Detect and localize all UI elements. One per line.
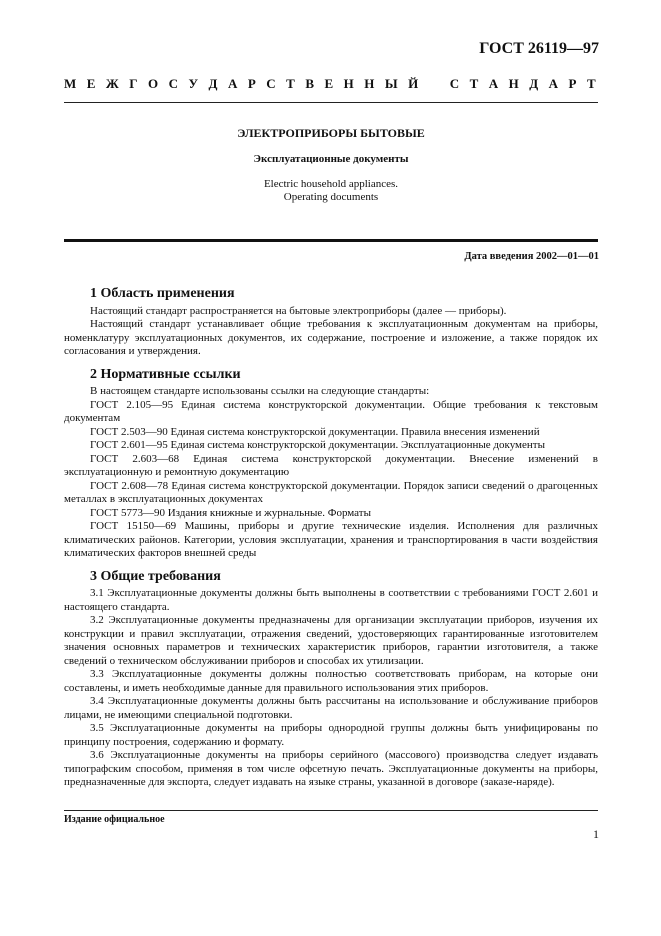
section xyxy=(64,287,598,359)
paragraph: 3.4 Эксплуатационные документы должны быть рассчитаны на использование и обслуживание приборов лицами, не имеющими специальной подготовки. xyxy=(64,695,598,721)
document-subtitle: Эксплуатационные документы xyxy=(253,153,409,165)
banner-letter: С xyxy=(449,76,460,91)
document-code: ГОСТ 26119—97 xyxy=(479,40,599,57)
paragraph: Настоящий стандарт распространяется на бытовые электроприборы (далее — приборы). xyxy=(90,304,507,317)
official-edition-note: Издание официальное xyxy=(64,810,598,825)
paragraph: 3.2 Эксплуатационные документы предназначены для организации эксплуатации приборов, изучения их конструкции и правил эксплуатации, отражения сведений, удостоверяющих гарантированные изготовителем значения основных параметров и технических характеристик приборов, гарантии изготовителя, а также сведений о техническом обслуживании приборов и способах их утилизации. xyxy=(64,614,598,667)
paragraph: ГОСТ 15150—69 Машины, приборы и другие технические изделия. Исполнения для различных климатических районов. Категории, условия эксплуатации, хранения и транспортирования в части воздействия климатических факторов внешней среды xyxy=(64,520,598,559)
paragraph: ГОСТ 2.601—95 Единая система конструкторской документации. Эксплуатационные документы xyxy=(90,439,545,451)
section xyxy=(64,368,598,561)
banner-letter: Д xyxy=(529,76,539,91)
banner-letter: Н xyxy=(343,76,354,91)
banner-letter: М xyxy=(64,76,77,91)
page-number: 1 xyxy=(593,827,599,841)
banner-letter: А xyxy=(488,76,499,91)
paragraph: 3.5 Эксплуатационные документы на приборы однородной группы должны быть унифицированы по принципу построения, содержанию и формату. xyxy=(64,722,598,748)
banner-letter: Е xyxy=(324,76,334,91)
banner-letter: Т xyxy=(586,76,596,91)
banner-letter: Р xyxy=(247,76,256,91)
english-title xyxy=(64,178,598,204)
introduction-date: Дата введения 2002—01—01 xyxy=(464,251,599,262)
paragraph: ГОСТ 2.105—95 Единая система конструкторской документации. Общие требования к текстовым документам xyxy=(64,398,598,424)
paragraph: Настоящий стандарт устанавливает общие требования к эксплуатационным документам на приборы, номенклатуру эксплуатационных документов, их содержание, построение и изложение, а также порядок их согласования и утверждения. xyxy=(64,318,598,357)
document-title: ЭЛЕКТРОПРИБОРЫ БЫТОВЫЕ xyxy=(237,126,425,140)
banner-letter: Й xyxy=(408,76,419,91)
banner-letter: Д xyxy=(208,76,218,91)
header-divider xyxy=(64,102,598,103)
paragraph: ГОСТ 2.603—68 Единая система конструкторской документации. Внесение изменений в эксплуатационную и ремонтную документацию xyxy=(64,452,598,478)
banner-letter: Е xyxy=(86,76,96,91)
banner-letter: Н xyxy=(364,76,375,91)
banner-letter: Г xyxy=(129,76,138,91)
section-heading: 2 Нормативные ссылки xyxy=(90,366,241,382)
banner-letter: А xyxy=(227,76,238,91)
standard-type-banner xyxy=(64,76,596,92)
title-divider xyxy=(64,239,598,242)
banner-letter: Т xyxy=(286,76,295,91)
paragraph: ГОСТ 2.608—78 Единая система конструкторской документации. Порядок записи сведений о драгоценных металлах в эксплуатационных документах xyxy=(64,479,598,505)
banner-letter: Р xyxy=(568,76,577,91)
banner-letter: С xyxy=(266,76,276,91)
banner-letter: Н xyxy=(508,76,519,91)
banner-letter: С xyxy=(168,76,179,91)
english-title-line: Electric household appliances. xyxy=(263,178,399,190)
paragraph: 3.6 Эксплуатационные документы на приборы серийного (массового) производства следует издавать типографским способом, применяя в том числе офсетную печать. Эксплуатационные документы на приборы, предназначенные для экспорта, следует издавать на языке страны, указанной в договоре (заказе-наряде). xyxy=(64,749,598,788)
banner-letter: О xyxy=(148,76,159,91)
banner-letter: Т xyxy=(469,76,479,91)
paragraph: 3.1 Эксплуатационные документы должны быть выполнены в соответствии с требованиями ГОСТ 2.601 и настоящего стандарта. xyxy=(64,587,598,613)
banner-letter: Ы xyxy=(384,76,398,91)
paragraph: ГОСТ 5773—90 Издания книжные и журнальные. Форматы xyxy=(90,506,371,519)
section xyxy=(64,570,598,790)
banner-letter: В xyxy=(305,76,314,91)
paragraph: В настоящем стандарте использованы ссылки на следующие стандарты: xyxy=(90,385,430,397)
section-heading: 3 Общие требования xyxy=(90,568,221,584)
banner-letter: А xyxy=(548,76,559,91)
document-body xyxy=(64,287,598,799)
paragraph: ГОСТ 2.503—90 Единая система конструкторской документации. Правила внесения изменений xyxy=(90,425,540,438)
banner-letter: У xyxy=(188,76,199,91)
banner-letter: Ж xyxy=(105,76,119,91)
section-heading: 1 Область применения xyxy=(90,286,235,301)
paragraph: 3.3 Эксплуатационные документы должны полностью соответствовать приборам, на которые они составлены, и иметь необходимые данные для правильного использования этих приборов. xyxy=(64,668,598,694)
english-title-line: Operating documents xyxy=(283,191,379,203)
